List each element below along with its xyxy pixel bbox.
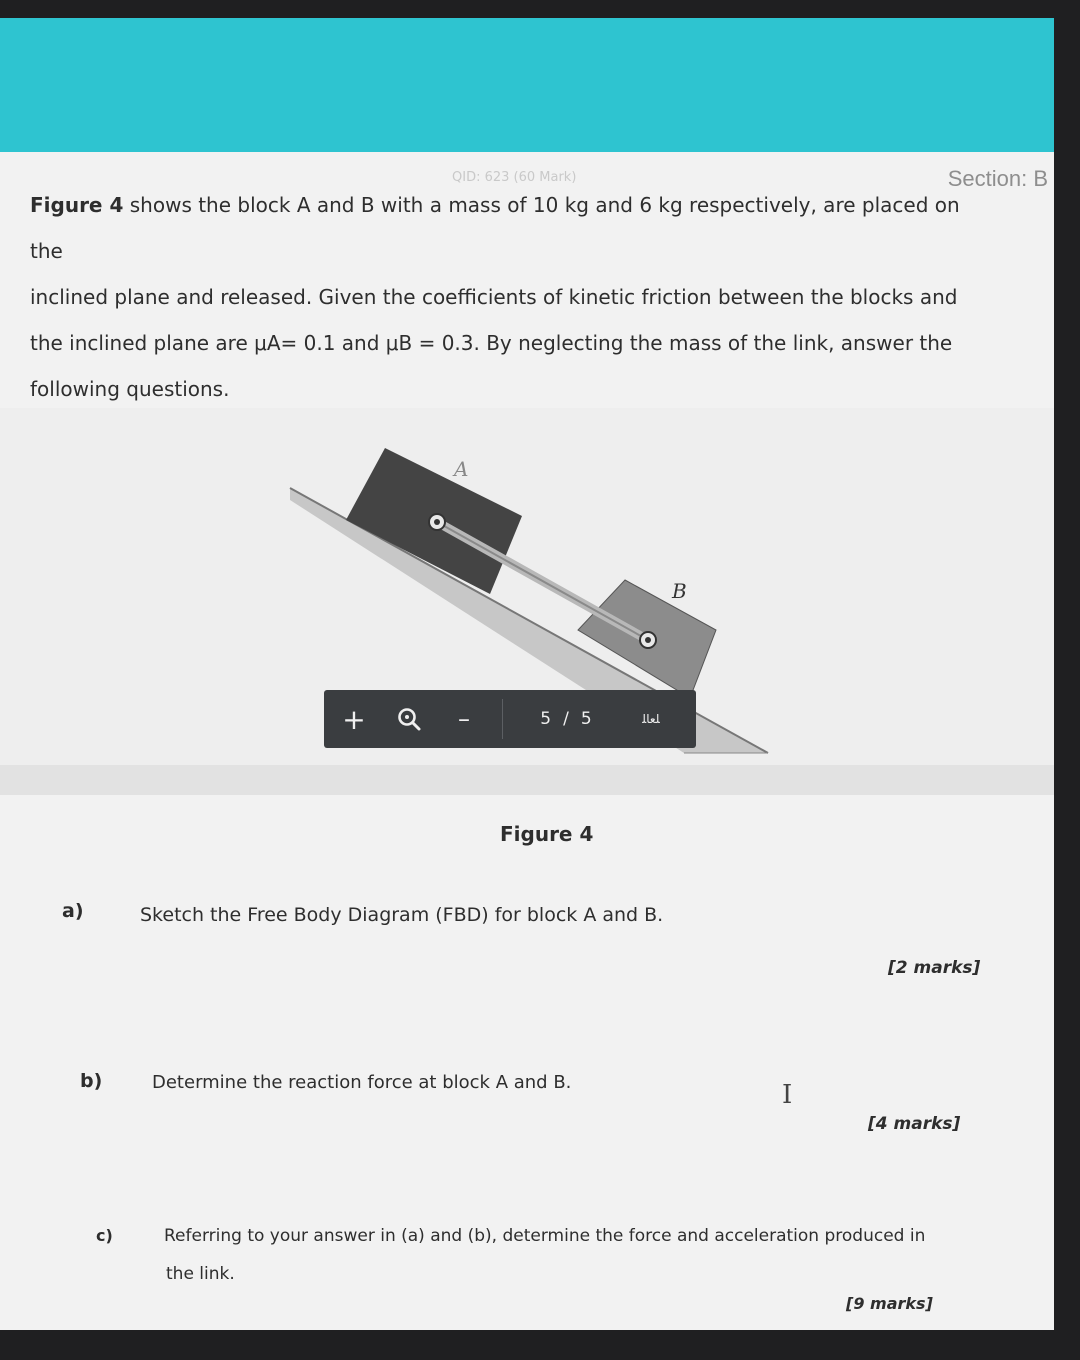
pin-a-center bbox=[434, 519, 440, 525]
page-separator: / bbox=[563, 709, 569, 729]
magnifier-icon bbox=[396, 706, 422, 732]
top-banner bbox=[0, 18, 1054, 152]
zoom-fit-button[interactable] bbox=[384, 690, 434, 748]
question-c-text: Referring to your answer in (a) and (b), determine the force and acceleration produced in bbox=[164, 1226, 926, 1246]
question-b-letter: b) bbox=[80, 1070, 103, 1092]
current-page: 5 bbox=[540, 709, 552, 729]
question-b-marks: [4 marks] bbox=[868, 1114, 961, 1134]
question-c-text-line-2: the link. bbox=[166, 1264, 235, 1284]
question-a-text: Sketch the Free Body Diagram (FBD) for block A and B. bbox=[140, 904, 664, 926]
zoom-in-button[interactable]: + bbox=[342, 702, 366, 736]
figure-ref: Figure 4 bbox=[30, 193, 124, 217]
question-id: QID: 623 (60 Mark) bbox=[452, 170, 577, 185]
toolbar-separator bbox=[502, 699, 503, 739]
zoom-out-button[interactable]: – bbox=[458, 705, 470, 733]
question-a-letter: a) bbox=[62, 900, 84, 922]
intro-line-1-text: shows the block A and B with a mass of 10 kg and 6 kg respectively, are placed on the bbox=[30, 193, 960, 263]
figure-caption: Figure 4 bbox=[500, 822, 594, 846]
question-c-marks: [9 marks] bbox=[846, 1294, 933, 1313]
question-c-letter: c) bbox=[96, 1226, 113, 1245]
question-a-marks: [2 marks] bbox=[888, 958, 981, 978]
section-label: Section: B bbox=[947, 166, 1048, 191]
pdf-toolbar bbox=[324, 690, 696, 748]
question-intro bbox=[30, 182, 990, 412]
toolbar-extra-label[interactable]: ﻠﻌﺎﻠ bbox=[642, 712, 660, 726]
intro-line-1 bbox=[30, 182, 990, 274]
intro-line-2: inclined plane and released. Given the coefficients of kinetic friction between the blocks and bbox=[30, 285, 958, 309]
intro-line-4: following questions. bbox=[30, 377, 230, 401]
page-indicator bbox=[511, 690, 621, 748]
total-pages: 5 bbox=[580, 709, 592, 729]
text-cursor: I bbox=[782, 1080, 793, 1110]
intro-line-3: the inclined plane are μA= 0.1 and μB = 0.3. By neglecting the mass of the link, answer the bbox=[30, 331, 953, 355]
question-b-text: Determine the reaction force at block A and B. bbox=[152, 1072, 572, 1093]
label-a: A bbox=[454, 457, 469, 481]
label-b: B bbox=[672, 579, 687, 603]
pin-b-center bbox=[645, 637, 651, 643]
